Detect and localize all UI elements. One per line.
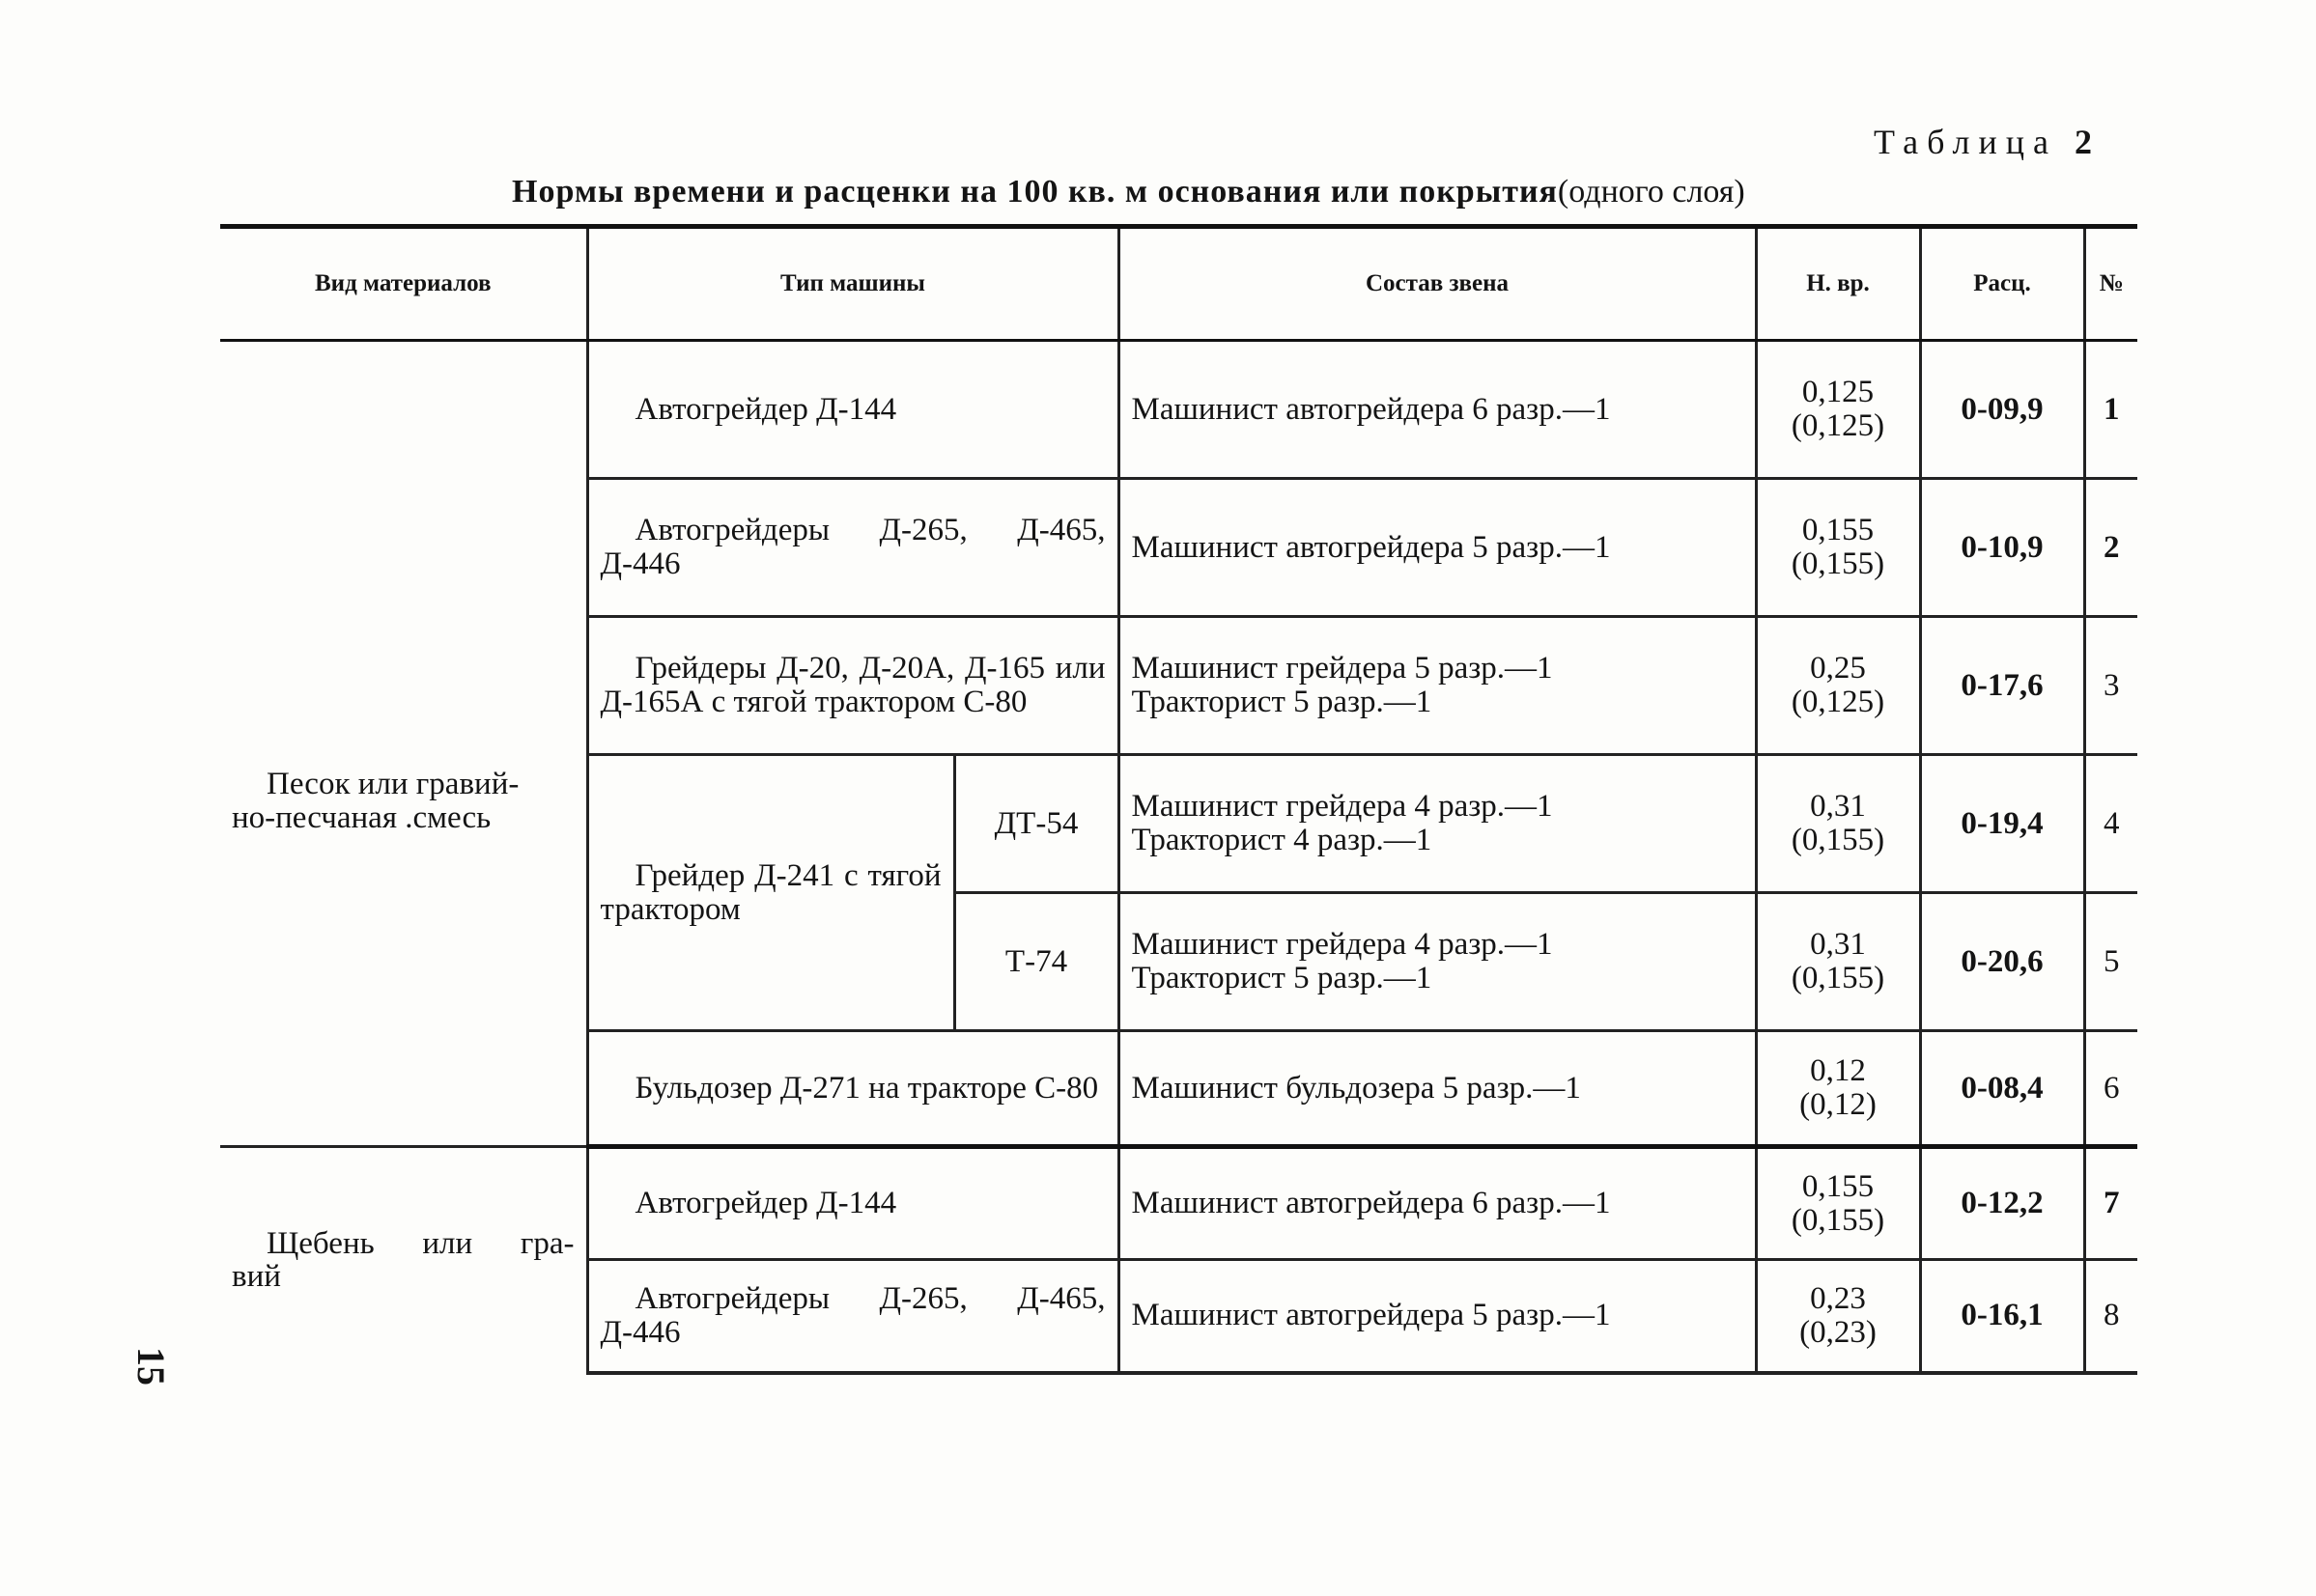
norm-cell: 0,12 (0,12) <box>1756 1031 1920 1147</box>
norm-cell: 0,23 (0,23) <box>1756 1260 1920 1373</box>
rate-cell: 0-10,9 <box>1920 479 2084 617</box>
header-row <box>220 227 2137 341</box>
rate-cell: 0-16,1 <box>1920 1260 2084 1373</box>
norm-cell: 0,25 (0,125) <box>1756 617 1920 755</box>
norm-cell: 0,125 (0,125) <box>1756 341 1920 479</box>
crew-cell: Машинист автогрейдера 5 разр.—1 <box>1118 479 1756 617</box>
norm-cell: 0,155 (0,155) <box>1756 1147 1920 1260</box>
norm-table <box>220 224 2137 1375</box>
tractor-cell: Т-74 <box>954 893 1118 1031</box>
material-line: вий <box>232 1259 281 1295</box>
machine-cell: Грейдеры Д-20, Д-20А, Д-165 или Д-165А с тягой трактором С-80 <box>587 617 1118 755</box>
header-crew: Состав звена <box>1118 227 1756 341</box>
table-label-word: Таблица <box>1874 123 2057 161</box>
rate-cell: 0-20,6 <box>1920 893 2084 1031</box>
crew-cell: Машинист грейдера 5 разр.—1 Тракторист 5 разр.—1 <box>1118 617 1756 755</box>
header-rate: Расц. <box>1920 227 2084 341</box>
machine-cell: Автогрейдеры Д-265, Д-465, Д-446 <box>587 1260 1118 1373</box>
header-norm: Н. вр. <box>1756 227 1920 341</box>
table-caption <box>512 174 1745 210</box>
header-number: № <box>2084 227 2137 341</box>
table-label-number: 2 <box>2074 123 2092 161</box>
material-cell <box>220 341 587 1147</box>
rate-cell: 0-09,9 <box>1920 341 2084 479</box>
row-number-cell: 3 <box>2084 617 2137 755</box>
rate-cell: 0-08,4 <box>1920 1031 2084 1147</box>
machine-cell: Грейдер Д-241 с тягой трактором <box>587 755 954 1031</box>
caption-normal: (одного слоя) <box>1557 174 1745 210</box>
rate-cell: 0-17,6 <box>1920 617 2084 755</box>
machine-cell: Бульдозер Д-271 на тракторе С-80 <box>587 1031 1118 1147</box>
rate-cell: 0-19,4 <box>1920 755 2084 893</box>
row-number-cell: 8 <box>2084 1260 2137 1373</box>
caption-bold: Нормы времени и расценки на 100 кв. м основания или покрытия <box>512 174 1558 210</box>
tractor-cell: ДТ-54 <box>954 755 1118 893</box>
row-number-cell: 1 <box>2084 341 2137 479</box>
crew-cell: Машинист бульдозера 5 разр.—1 <box>1118 1031 1756 1147</box>
row-number-cell: 5 <box>2084 893 2137 1031</box>
page-number: 15 <box>129 1347 173 1386</box>
crew-cell: Машинист грейдера 4 разр.—1 Тракторист 5 разр.—1 <box>1118 893 1756 1031</box>
norm-cell: 0,31 (0,155) <box>1756 755 1920 893</box>
norm-cell: 0,31 (0,155) <box>1756 893 1920 1031</box>
table-row <box>220 1147 2137 1260</box>
machine-cell: Автогрейдер Д-144 <box>587 1147 1118 1260</box>
header-machine: Тип машины <box>587 227 1118 341</box>
norm-cell: 0,155 (0,155) <box>1756 479 1920 617</box>
crew-cell: Машинист грейдера 4 разр.—1 Тракторист 4 разр.—1 <box>1118 755 1756 893</box>
material-line: Песок или гравий- <box>267 767 520 802</box>
table-label <box>1874 122 2092 162</box>
row-number-cell: 4 <box>2084 755 2137 893</box>
material-cell <box>220 1147 587 1373</box>
header-material: Вид материалов <box>220 227 587 341</box>
material-line: но-песчаная .смесь <box>232 800 492 835</box>
machine-cell: Автогрейдер Д-144 <box>587 341 1118 479</box>
table-row <box>220 341 2137 479</box>
crew-cell: Машинист автогрейдера 6 разр.—1 <box>1118 1147 1756 1260</box>
crew-cell: Машинист автогрейдера 5 разр.—1 <box>1118 1260 1756 1373</box>
material-line: Щебень или гра- <box>267 1225 575 1261</box>
row-number-cell: 2 <box>2084 479 2137 617</box>
row-number-cell: 7 <box>2084 1147 2137 1260</box>
crew-cell: Машинист автогрейдера 6 разр.—1 <box>1118 341 1756 479</box>
rate-cell: 0-12,2 <box>1920 1147 2084 1260</box>
row-number-cell: 6 <box>2084 1031 2137 1147</box>
machine-cell: Автогрейдеры Д-265, Д-465, Д-446 <box>587 479 1118 617</box>
